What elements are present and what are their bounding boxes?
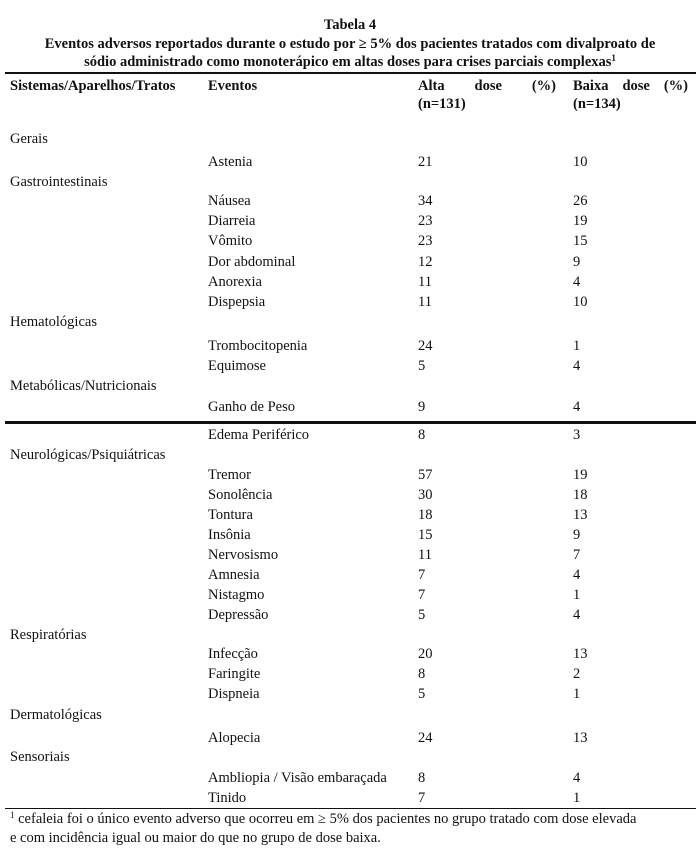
- group-label: Gastrointestinais: [10, 174, 108, 190]
- event-name: Equimose: [208, 358, 266, 374]
- high-dose-value: 34: [418, 193, 433, 209]
- low-dose-value: 10: [573, 154, 588, 170]
- footnote-text-1: cefaleia foi o único evento adverso que ocorreu em ≥ 5% dos pacientes no grupo tratado com dose elevada: [14, 811, 637, 827]
- low-dose-value: 4: [573, 607, 581, 623]
- group-label: Dermatológicas: [10, 707, 102, 723]
- high-dose-value: 15: [418, 527, 433, 543]
- high-dose-value: 8: [418, 770, 426, 786]
- header-low-dose-n: (n=134): [573, 96, 621, 112]
- event-name: Diarreia: [208, 213, 256, 229]
- high-dose-value: 7: [418, 587, 426, 603]
- group-label: Gerais: [10, 131, 48, 147]
- high-dose-value: 57: [418, 467, 433, 483]
- low-dose-value: 1: [573, 338, 581, 354]
- low-dose-value: 4: [573, 567, 581, 583]
- header-high-dose-word-2: dose: [474, 78, 502, 94]
- high-dose-value: 5: [418, 358, 426, 374]
- event-name: Faringite: [208, 666, 261, 682]
- event-name: Anorexia: [208, 274, 262, 290]
- high-dose-value: 12: [418, 254, 433, 270]
- low-dose-value: 1: [573, 587, 581, 603]
- event-name: Dispepsia: [208, 294, 266, 310]
- low-dose-value: 4: [573, 358, 581, 374]
- high-dose-value: 5: [418, 686, 426, 702]
- header-high-dose-n: (n=131): [418, 96, 466, 112]
- event-name: Tremor: [208, 467, 251, 483]
- low-dose-value: 4: [573, 770, 581, 786]
- low-dose-value: 3: [573, 427, 581, 443]
- high-dose-value: 11: [418, 274, 432, 290]
- header-events: Eventos: [208, 78, 258, 94]
- low-dose-value: 1: [573, 686, 581, 702]
- high-dose-value: 8: [418, 666, 426, 682]
- group-label: Hematológicas: [10, 314, 97, 330]
- low-dose-value: 13: [573, 646, 588, 662]
- high-dose-value: 30: [418, 487, 433, 503]
- event-name: Nervosismo: [208, 547, 279, 563]
- high-dose-value: 8: [418, 427, 426, 443]
- table-top-rule: [5, 72, 696, 74]
- event-name: Ganho de Peso: [208, 399, 295, 415]
- event-name: Vômito: [208, 233, 253, 249]
- high-dose-value: 11: [418, 294, 432, 310]
- event-name: Astenia: [208, 154, 253, 170]
- event-name: Nistagmo: [208, 587, 265, 603]
- high-dose-value: 7: [418, 567, 426, 583]
- header-systems: Sistemas/Aparelhos/Tratos: [10, 78, 176, 94]
- high-dose-value: 21: [418, 154, 433, 170]
- event-name: Depressão: [208, 607, 269, 623]
- table-bottom-rule: [5, 808, 696, 809]
- low-dose-value: 18: [573, 487, 588, 503]
- caption-footnote-marker: 1: [611, 53, 616, 63]
- high-dose-value: 20: [418, 646, 433, 662]
- event-name: Trombocitopenia: [208, 338, 308, 354]
- high-dose-value: 23: [418, 233, 433, 249]
- event-name: Sonolência: [208, 487, 273, 503]
- event-name: Tontura: [208, 507, 253, 523]
- low-dose-value: 10: [573, 294, 588, 310]
- high-dose-value: 7: [418, 790, 426, 806]
- high-dose-value: 18: [418, 507, 433, 523]
- event-name: Ambliopia / Visão embaraçada: [208, 770, 387, 786]
- group-label: Metabólicas/Nutricionais: [10, 378, 157, 394]
- header-high-dose-word-3: (%): [531, 78, 556, 94]
- group-label: Neurológicas/Psiquiátricas: [10, 447, 166, 463]
- header-high-dose: [418, 78, 556, 95]
- caption-text: sódio administrado como monoterápico em altas doses para crises parciais complexas: [84, 54, 612, 70]
- footnote-marker: 1: [10, 810, 15, 820]
- low-dose-value: 7: [573, 547, 581, 563]
- high-dose-value: 23: [418, 213, 433, 229]
- event-name: Alopecia: [208, 730, 261, 746]
- low-dose-value: 15: [573, 233, 588, 249]
- header-low-dose-word-2: dose: [622, 78, 650, 94]
- low-dose-value: 19: [573, 467, 588, 483]
- group-label: Sensoriais: [10, 749, 70, 765]
- group-label: Respiratórias: [10, 627, 87, 643]
- event-name: Dispneia: [208, 686, 260, 702]
- table-caption-line-1: Eventos adversos reportados durante o estudo por ≥ 5% dos pacientes tratados com divalproato de: [44, 36, 656, 52]
- event-name: Náusea: [208, 193, 251, 209]
- event-name: Edema Periférico: [208, 427, 310, 443]
- event-name: Amnesia: [208, 567, 260, 583]
- low-dose-value: 2: [573, 666, 581, 682]
- low-dose-value: 26: [573, 193, 588, 209]
- event-name: Insônia: [208, 527, 251, 543]
- table-caption-line-2: [0, 54, 700, 71]
- low-dose-value: 9: [573, 527, 581, 543]
- header-low-dose-word-3: (%): [663, 78, 688, 94]
- event-name: Dor abdominal: [208, 254, 296, 270]
- high-dose-value: 9: [418, 399, 426, 415]
- low-dose-value: 4: [573, 399, 581, 415]
- low-dose-value: 4: [573, 274, 581, 290]
- header-low-dose-word-1: Baixa: [573, 78, 609, 94]
- table-label: Tabela 4: [323, 17, 377, 33]
- low-dose-value: 13: [573, 730, 588, 746]
- high-dose-value: 24: [418, 338, 433, 354]
- low-dose-value: 9: [573, 254, 581, 270]
- event-name: Tinido: [208, 790, 247, 806]
- footnote-line-2: e com incidência igual ou maior do que no grupo de dose baixa.: [10, 830, 381, 846]
- header-high-dose-word-1: Alta: [418, 78, 445, 94]
- footnote-line-1: [10, 811, 636, 828]
- low-dose-value: 19: [573, 213, 588, 229]
- header-low-dose: [573, 78, 688, 95]
- high-dose-value: 11: [418, 547, 432, 563]
- high-dose-value: 5: [418, 607, 426, 623]
- high-dose-value: 24: [418, 730, 433, 746]
- page-break-rule: [5, 421, 696, 424]
- low-dose-value: 1: [573, 790, 581, 806]
- low-dose-value: 13: [573, 507, 588, 523]
- event-name: Infecção: [208, 646, 258, 662]
